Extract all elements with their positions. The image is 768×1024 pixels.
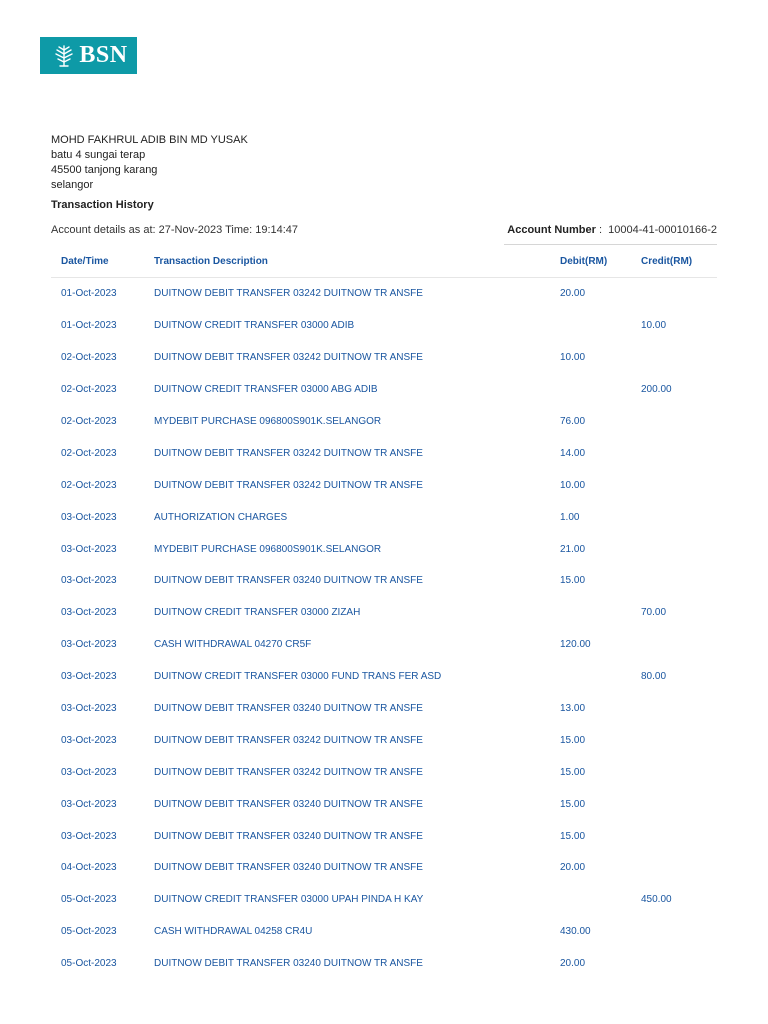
cell-date: 03-Oct-2023 — [61, 798, 117, 810]
cell-credit — [631, 406, 717, 438]
cell-description: AUTHORIZATION CHARGES — [154, 511, 288, 523]
address-line-2: 45500 tanjong karang — [51, 164, 158, 176]
cell-debit: 15.00 — [560, 798, 586, 810]
table-row — [51, 437, 717, 469]
cell-description: MYDEBIT PURCHASE 096800S901K.SELANGOR — [154, 416, 382, 427]
cell-date: 03-Oct-2023 — [61, 703, 117, 715]
cell-credit — [631, 788, 717, 820]
cell-description: DUITNOW CREDIT TRANSFER 03000 ABG ADIB — [154, 384, 378, 396]
cell-credit — [631, 342, 717, 374]
cell-debit: 13.00 — [560, 703, 586, 715]
cell-credit — [631, 278, 717, 310]
cell-debit: 21.00 — [560, 543, 586, 555]
cell-debit: 430.00 — [560, 926, 591, 938]
cell-description: DUITNOW DEBIT TRANSFER 03240 DUITNOW TR ANSFE — [154, 862, 423, 874]
cell-description: DUITNOW DEBIT TRANSFER 03240 DUITNOW TR ANSFE — [154, 958, 423, 970]
table-row — [51, 788, 717, 820]
cell-credit: 10.00 — [641, 320, 667, 332]
cell-debit: 20.00 — [560, 958, 586, 970]
table-row — [51, 374, 717, 406]
table-header-row — [51, 245, 717, 278]
cell-date: 03-Oct-2023 — [61, 543, 117, 555]
customer-name: MOHD FAKHRUL ADIB BIN MD YUSAK — [51, 134, 248, 146]
header-date: Date/Time — [51, 245, 144, 278]
table-row — [51, 469, 717, 501]
cell-credit — [631, 629, 717, 661]
cell-debit: 76.00 — [560, 416, 586, 427]
cell-debit: 20.00 — [560, 288, 586, 300]
account-number-block — [507, 224, 717, 236]
cell-description: DUITNOW DEBIT TRANSFER 03242 DUITNOW TR ANSFE — [154, 352, 423, 364]
account-number: 10004-41-00010166-2 — [608, 224, 717, 236]
cell-date: 02-Oct-2023 — [61, 352, 117, 364]
cell-description: DUITNOW DEBIT TRANSFER 03242 DUITNOW TR ANSFE — [154, 734, 423, 746]
cell-date: 03-Oct-2023 — [61, 830, 117, 842]
cell-date: 01-Oct-2023 — [61, 320, 117, 332]
cell-date: 03-Oct-2023 — [61, 766, 117, 778]
cell-debit: 10.00 — [560, 479, 586, 491]
cell-credit: 450.00 — [641, 894, 672, 906]
header-credit: Credit(RM) — [631, 245, 717, 278]
cell-credit: 80.00 — [641, 671, 667, 683]
cell-credit — [631, 948, 717, 980]
header-description: Transaction Description — [144, 245, 550, 278]
cell-description: MYDEBIT PURCHASE 096800S901K.SELANGOR — [154, 543, 382, 555]
table-row — [51, 501, 717, 533]
cell-date: 02-Oct-2023 — [61, 416, 117, 427]
transaction-table — [51, 245, 717, 980]
cell-credit — [631, 756, 717, 788]
cell-description: CASH WITHDRAWAL 04258 CR4U — [154, 926, 313, 938]
brand-name: BSN — [79, 42, 128, 68]
cell-date: 03-Oct-2023 — [61, 511, 117, 523]
table-row — [51, 310, 717, 342]
cell-date: 04-Oct-2023 — [61, 862, 117, 874]
cell-description: DUITNOW DEBIT TRANSFER 03240 DUITNOW TR ANSFE — [154, 575, 423, 587]
address-line-1: batu 4 sungai terap — [51, 149, 146, 161]
header-debit: Debit(RM) — [550, 245, 631, 278]
account-number-separator: : — [595, 224, 609, 236]
cell-description: DUITNOW CREDIT TRANSFER 03000 ADIB — [154, 320, 355, 332]
cell-date: 05-Oct-2023 — [61, 926, 117, 938]
table-row — [51, 342, 717, 374]
cell-credit — [631, 852, 717, 884]
cell-credit — [631, 533, 717, 565]
cell-description: DUITNOW CREDIT TRANSFER 03000 UPAH PINDA H KAY — [154, 894, 424, 906]
bsn-logo — [40, 37, 137, 74]
cell-description: DUITNOW DEBIT TRANSFER 03240 DUITNOW TR ANSFE — [154, 703, 423, 715]
cell-debit: 120.00 — [560, 639, 591, 651]
cell-date: 01-Oct-2023 — [61, 288, 117, 300]
cell-credit — [631, 565, 717, 597]
cell-date: 05-Oct-2023 — [61, 894, 117, 906]
cell-description: DUITNOW DEBIT TRANSFER 03242 DUITNOW TR ANSFE — [154, 766, 423, 778]
cell-credit — [631, 469, 717, 501]
cell-description: DUITNOW DEBIT TRANSFER 03240 DUITNOW TR ANSFE — [154, 830, 423, 842]
cell-description: DUITNOW CREDIT TRANSFER 03000 FUND TRANS FER ASD — [154, 671, 442, 683]
table-row — [51, 820, 717, 852]
cell-date: 03-Oct-2023 — [61, 734, 117, 746]
table-row — [51, 533, 717, 565]
cell-debit: 14.00 — [560, 447, 586, 459]
cell-description: DUITNOW DEBIT TRANSFER 03242 DUITNOW TR ANSFE — [154, 479, 423, 491]
cell-date: 05-Oct-2023 — [61, 958, 117, 970]
cell-credit — [631, 820, 717, 852]
cell-debit: 20.00 — [560, 862, 586, 874]
cell-debit — [550, 884, 631, 916]
cell-description: DUITNOW CREDIT TRANSFER 03000 ZIZAH — [154, 607, 361, 619]
table-row — [51, 916, 717, 948]
account-number-label: Account Number — [507, 224, 596, 236]
cell-credit: 200.00 — [641, 384, 672, 396]
cell-credit — [631, 916, 717, 948]
cell-credit: 70.00 — [641, 607, 667, 619]
cell-debit: 15.00 — [560, 766, 586, 778]
table-row — [51, 852, 717, 884]
cell-credit — [631, 501, 717, 533]
address-line-3: selangor — [51, 179, 94, 191]
cell-credit — [631, 693, 717, 725]
cell-date: 02-Oct-2023 — [61, 384, 117, 396]
table-row — [51, 948, 717, 980]
table-row — [51, 884, 717, 916]
cell-debit — [550, 310, 631, 342]
section-title: Transaction History — [51, 199, 154, 211]
table-row — [51, 661, 717, 693]
table-row — [51, 278, 717, 310]
cell-date: 03-Oct-2023 — [61, 607, 117, 619]
cell-description: DUITNOW DEBIT TRANSFER 03242 DUITNOW TR ANSFE — [154, 447, 423, 459]
cell-description: DUITNOW DEBIT TRANSFER 03242 DUITNOW TR ANSFE — [154, 288, 423, 300]
cell-date: 03-Oct-2023 — [61, 575, 117, 587]
customer-address — [51, 133, 248, 193]
cell-description: CASH WITHDRAWAL 04270 CR5F — [154, 639, 312, 651]
cell-debit — [550, 374, 631, 406]
table-row — [51, 406, 717, 438]
cell-debit — [550, 661, 631, 693]
cell-date: 02-Oct-2023 — [61, 447, 117, 459]
cell-debit: 10.00 — [560, 352, 586, 364]
cell-credit — [631, 437, 717, 469]
cell-date: 03-Oct-2023 — [61, 639, 117, 651]
table-row — [51, 756, 717, 788]
cell-debit: 15.00 — [560, 575, 586, 587]
cell-date: 02-Oct-2023 — [61, 479, 117, 491]
table-row — [51, 565, 717, 597]
table-row — [51, 724, 717, 756]
cell-debit: 15.00 — [560, 830, 586, 842]
cell-debit: 15.00 — [560, 734, 586, 746]
table-row — [51, 693, 717, 725]
cell-description: DUITNOW DEBIT TRANSFER 03240 DUITNOW TR ANSFE — [154, 798, 423, 810]
table-row — [51, 629, 717, 661]
table-row — [51, 597, 717, 629]
cell-debit — [550, 597, 631, 629]
cell-date: 03-Oct-2023 — [61, 671, 117, 683]
cell-debit: 1.00 — [560, 511, 580, 523]
account-as-at: Account details as at: 27-Nov-2023 Time: 19:14:47 — [51, 224, 299, 236]
cell-credit — [631, 724, 717, 756]
tree-icon — [53, 44, 75, 68]
